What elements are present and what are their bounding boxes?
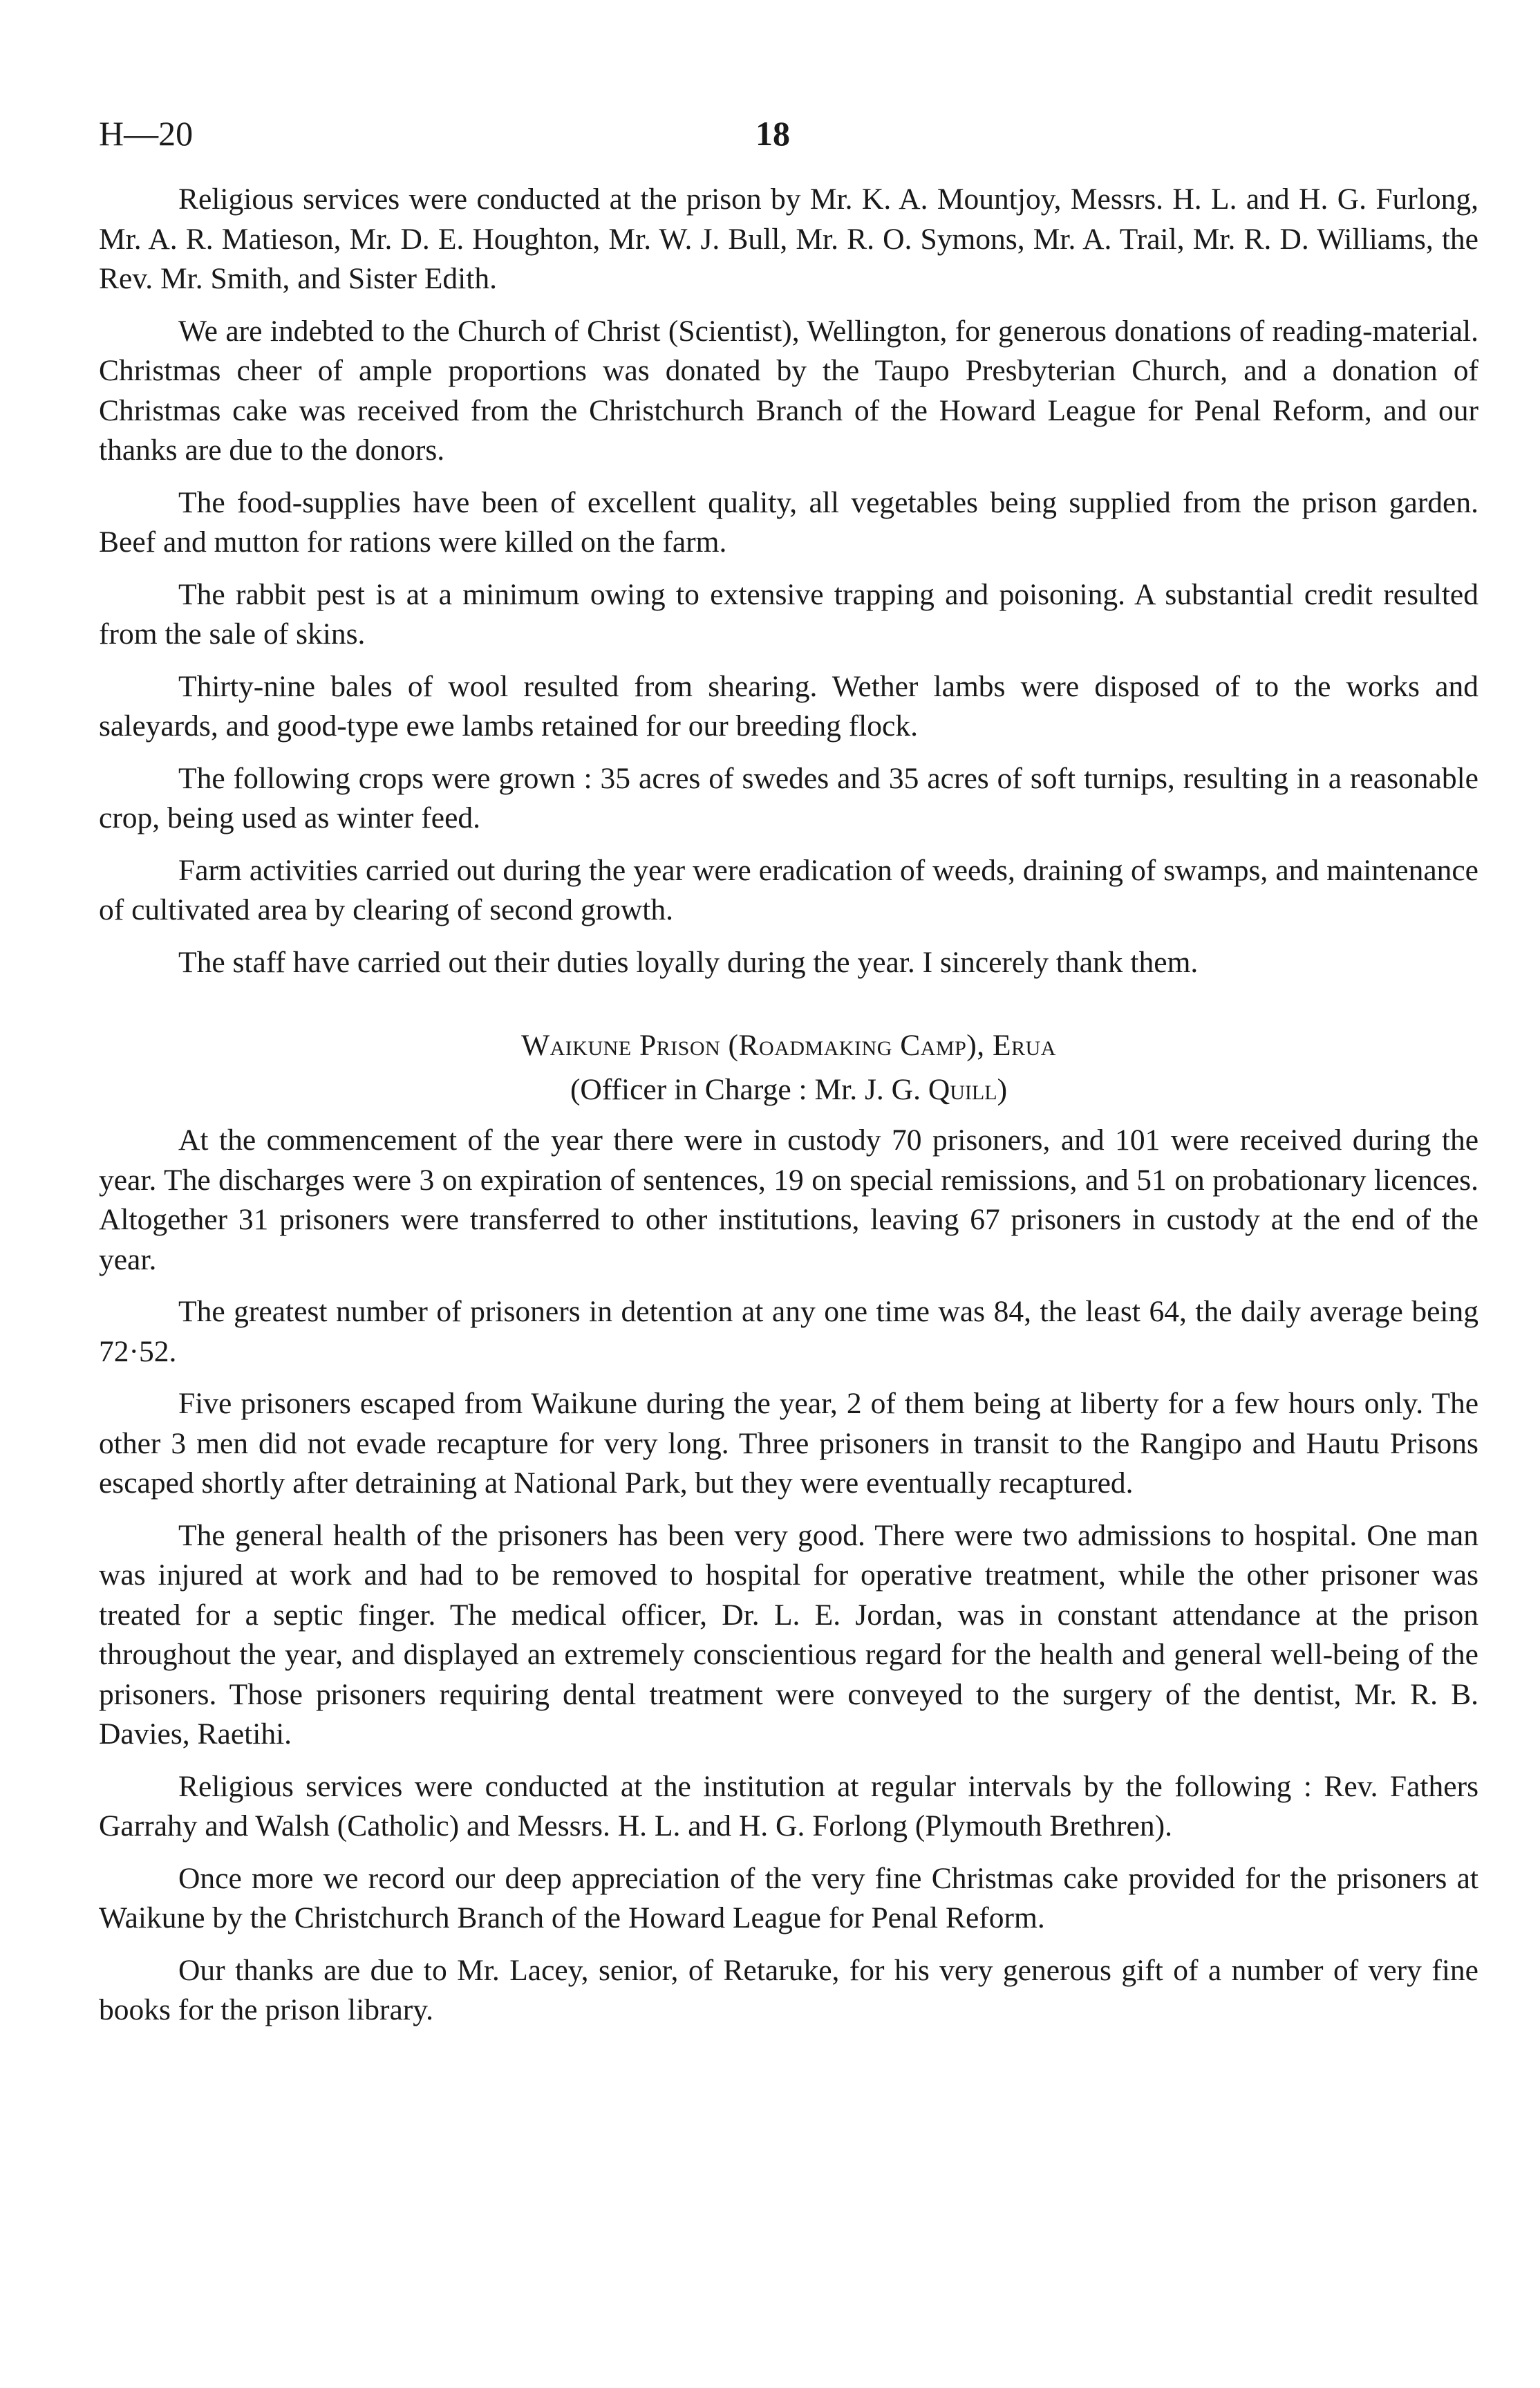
paragraph: The following crops were grown : 35 acres of swedes and 35 acres of soft turnips, resulting in a reasonable crop, being used as winter feed. (99, 761, 1478, 834)
officer-name: Quill (928, 1073, 997, 1106)
document-body (99, 180, 1478, 2031)
document-page (99, 104, 1478, 2043)
paragraph: Five prisoners escaped from Waikune during the year, 2 of them being at liberty for a few hours only. The other 3 men did not evade recapture for very long. Three prisoners in transit to the Rangipo and Hautu Prisons escaped shortly after detraining at National Park, but they were eventually recaptured. (99, 1387, 1478, 1500)
report-reference: H—20 (99, 114, 194, 153)
page-number: 18 (755, 114, 790, 153)
paragraph: We are indebted to the Church of Christ (Scientist), Wellington, for generous donations of reading-material. Christmas cheer of ample proportions was donated by the Taupo Presbyterian Church, and a donation of Christmas cake was received from the Christchurch Branch of the Howard League for Penal Reform, and our thanks are due to the donors. (99, 314, 1478, 467)
paragraph: Religious services were conducted at the institution at regular intervals by the following : Rev. Fathers Garrahy and Walsh (Catholic) and Messrs. H. L. and H. G. Forlong (Plymouth Brethren). (99, 1769, 1478, 1843)
paragraph: The rabbit pest is at a minimum owing to extensive trapping and poisoning. A substantial credit resulted from the sale of skins. (99, 577, 1478, 651)
paragraph: The staff have carried out their duties loyally during the year. I sincerely thank them. (178, 945, 1199, 979)
paragraph: At the commencement of the year there were in custody 70 prisoners, and 101 were received during the year. The discharges were 3 on expiration of sentences, 19 on special remissions, and 51 on probationary licences. Altogether 31 prisoners were transferred to other institutions, leaving 67 prisoners in custody at the end of the year. (99, 1123, 1478, 1276)
paragraph: The general health of the prisoners has been very good. There were two admissions to hospital. One man was injured at work and had to be removed to hospital for operative treatment, while the other prisoner was treated for a septic finger. The medical officer, Dr. L. E. Jordan, was in constant attendance at the prison throughout the year, and displayed an extremely conscientious regard for the health and general well-being of the prisoners. Those prisoners requiring dental treatment were conveyed to the surgery of the dentist, Mr. R. B. Davies, Raetihi. (99, 1518, 1478, 1751)
paragraph: Religious services were conducted at the prison by Mr. K. A. Mountjoy, Messrs. H. L. and H. G. Furlong, Mr. A. R. Matieson, Mr. D. E. Houghton, Mr. W. J. Bull, Mr. R. O. Symons, Mr. A. Trail, Mr. R. D. Williams, the Rev. Mr. Smith, and Sister Edith. (99, 183, 1478, 295)
paragraph: Once more we record our deep appreciation of the very fine Christmas cake provided for the prisoners at Waikune by the Christchurch Branch of the Howard League for Penal Reform. (99, 1861, 1478, 1934)
section-subheading (99, 1070, 1478, 1110)
page-header (99, 104, 1478, 180)
paragraph: Farm activities carried out during the year were eradication of weeds, draining of swamps, and maintenance of cultivated area by clearing of second growth. (99, 853, 1478, 926)
officer-suffix: ) (997, 1073, 1008, 1106)
paragraph: Our thanks are due to Mr. Lacey, senior, of Retaruke, for his very generous gift of a number of very fine books for the prison library. (99, 1953, 1478, 2026)
paragraph: The food-supplies have been of excellent quality, all vegetables being supplied from the prison garden. Beef and mutton for rations were killed on the farm. (99, 485, 1478, 559)
officer-prefix: (Officer in Charge : Mr. J. G. (570, 1073, 928, 1106)
paragraph: Thirty-nine bales of wool resulted from shearing. Wether lambs were disposed of to the works and saleyards, and good-type ewe lambs retained for our breeding flock. (99, 669, 1478, 743)
section-heading: Waikune Prison (Roadmaking Camp), Erua (521, 1029, 1056, 1062)
paragraph: The greatest number of prisoners in detention at any one time was 84, the least 64, the daily average being 72·52. (99, 1295, 1478, 1368)
